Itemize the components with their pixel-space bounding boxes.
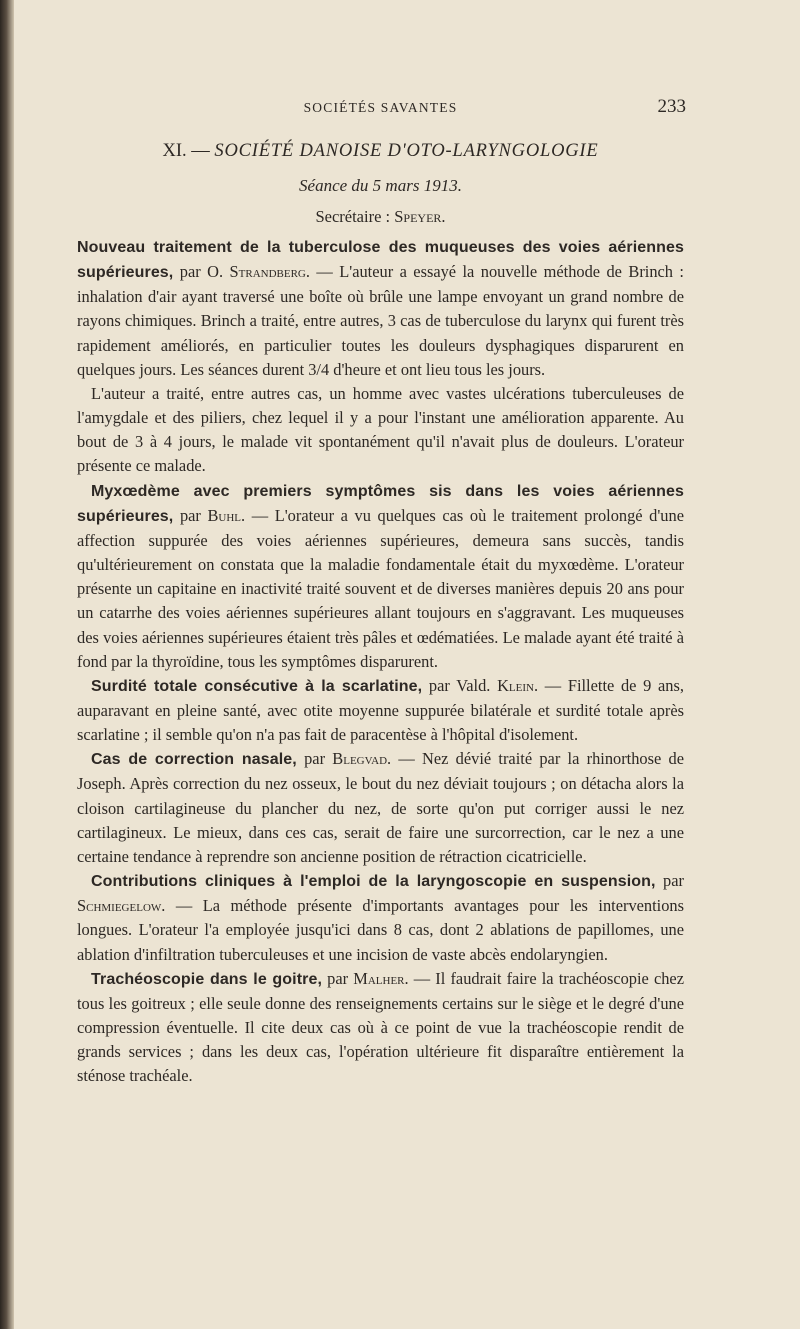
article-4-by: par — [304, 749, 326, 769]
secretary-label: Secrétaire : — [315, 207, 391, 226]
article-5-heading: Contributions cliniques à l'emploi de la laryngoscopie en suspension, — [91, 873, 656, 891]
article-3 — [77, 674, 684, 747]
running-head — [77, 96, 684, 136]
article-1-heading: Nouveau traitement de la tuberculose des muqueuses des voies aériennes supérieures, — [77, 239, 684, 282]
session-date: Séance du 5 mars 1913. — [299, 176, 462, 195]
article-4-author: Blegvad. — [332, 749, 392, 769]
article-6 — [77, 967, 684, 1089]
article-4 — [77, 747, 684, 869]
secretary-line — [77, 203, 684, 230]
book-gutter-shadow — [0, 0, 14, 1329]
article-6-author: Malher. — [353, 968, 409, 988]
article-3-author: Klein. — [497, 675, 539, 695]
section-number: XI. — — [162, 141, 210, 161]
article-3-text: — Fillette de 9 ans, auparavant en pleine santé, avec otite moyenne suppurée bilatérale et surdité totale après scarlatine ; il semble qu'on n'a pas fait de paracentèse à l'hôpital d'isolement. — [77, 675, 684, 745]
section-title — [77, 138, 684, 164]
article-1-continuation: L'auteur a traité, entre autres cas, un homme avec vastes ulcérations tuberculeuses de l'amygdale et des piliers, chez lequel il y a pour l'instant une amélioration apparente. Au bout de 3 à 4 jours, le malade vit spontanément qu'il n'avait plus de douleurs. L'orateur présente ce malade. — [77, 383, 684, 476]
article-6-text: — Il faudrait faire la trachéoscopie chez tous les goitreux ; elle seule donne des renseignements certains sur le siège et le degré d'une compression éventuelle. Il cite deux cas où à ce point de vue la trachéoscopie rendit de grands services ; dans les deux cas, l'opération ultérieure fit disparaître entièrement la sténose trachéale. — [77, 968, 684, 1086]
running-title: SOCIÉTÉS SAVANTES — [303, 100, 458, 115]
article-2-heading: Myxœdème avec premiers symptômes sis dans les voies aériennes supérieures, — [77, 482, 684, 525]
article-3-heading: Surdité totale consécutive à la scarlatine, — [91, 677, 423, 695]
article-5-text: — La méthode présente d'importants avantages pour les interventions longues. L'orateur l'a employée jusqu'ici dans 8 cas, dont 2 ablations de papillomes, une ablation d'infiltration tuberculeuses et une incision de vaste abcès endolaryngien. — [77, 896, 684, 964]
article-1 — [77, 235, 684, 382]
article-2-author: Buhl. — [207, 505, 246, 525]
article-4-text: — Nez dévié traité par la rhinorthose de Joseph. Après correction du nez osseux, le bout du nez déviait toujours ; on détacha alors la cloison cartilagineuse du plancher du nez, de sorte qu'on put corriger aussi le nez cartilagineux. Le mieux, dans ces cas, serait de faire une surcorrection, car le nez a une certaine tendance à reprendre son ancienne position de rétraction cicatricielle. — [77, 749, 684, 866]
article-5-author: Schmiegelow. — [77, 896, 166, 916]
article-2 — [77, 479, 684, 674]
article-3-by: par Vald. — [428, 675, 491, 695]
article-body — [77, 235, 684, 1088]
article-1-text: — L'auteur a essayé la nouvelle méthode de Brinch : inhalation d'air ayant traversé une boîte où brûle une lampe envoyant un grand nombre de rayons chimiques. Brinch a traité, entre autres, 3 cas de tuberculose du larynx qui furent très rapidement améliorés, en particulier toutes les douleurs dysphagiques disparurent en quelques jours. Les séances durent 3/4 d'heure et ont lieu tous les jours. — [77, 262, 684, 379]
article-1-by: par O. — [179, 262, 224, 282]
page — [77, 0, 684, 1088]
article-2-text: — L'orateur a vu quelques cas où le traitement prolongé d'une affection suppurée des voies aériennes supérieures, demeura sans succès, tandis qu'ultérieurement on constata que la maladie fondamentale était du myxœdème. L'orateur présente un capitaine en inactivité traité souvent et de diverses manières depuis 20 ans pour un catarrhe des voies aériennes supérieures allant toujours en s'aggravant. Les muqueuses des voies aériennes supérieures étaient très pâles et œdématiées. Le malade ayant été traité à fond par la thyroïdine, tous les symptômes disparurent. — [77, 505, 684, 671]
article-5-by: par — [663, 871, 684, 891]
article-6-heading: Trachéoscopie dans le goitre, — [91, 970, 323, 988]
article-5 — [77, 869, 684, 967]
article-6-by: par — [327, 968, 349, 988]
article-2-by: par — [179, 505, 201, 525]
section-society-name: SOCIÉTÉ DANOISE D'OTO-LARYNGOLOGIE — [214, 141, 599, 161]
page-number: 233 — [657, 96, 686, 117]
article-4-heading: Cas de correction nasale, — [91, 751, 297, 769]
article-1-author: Strandberg. — [229, 262, 310, 282]
secretary-name: Speyer. — [394, 207, 446, 226]
